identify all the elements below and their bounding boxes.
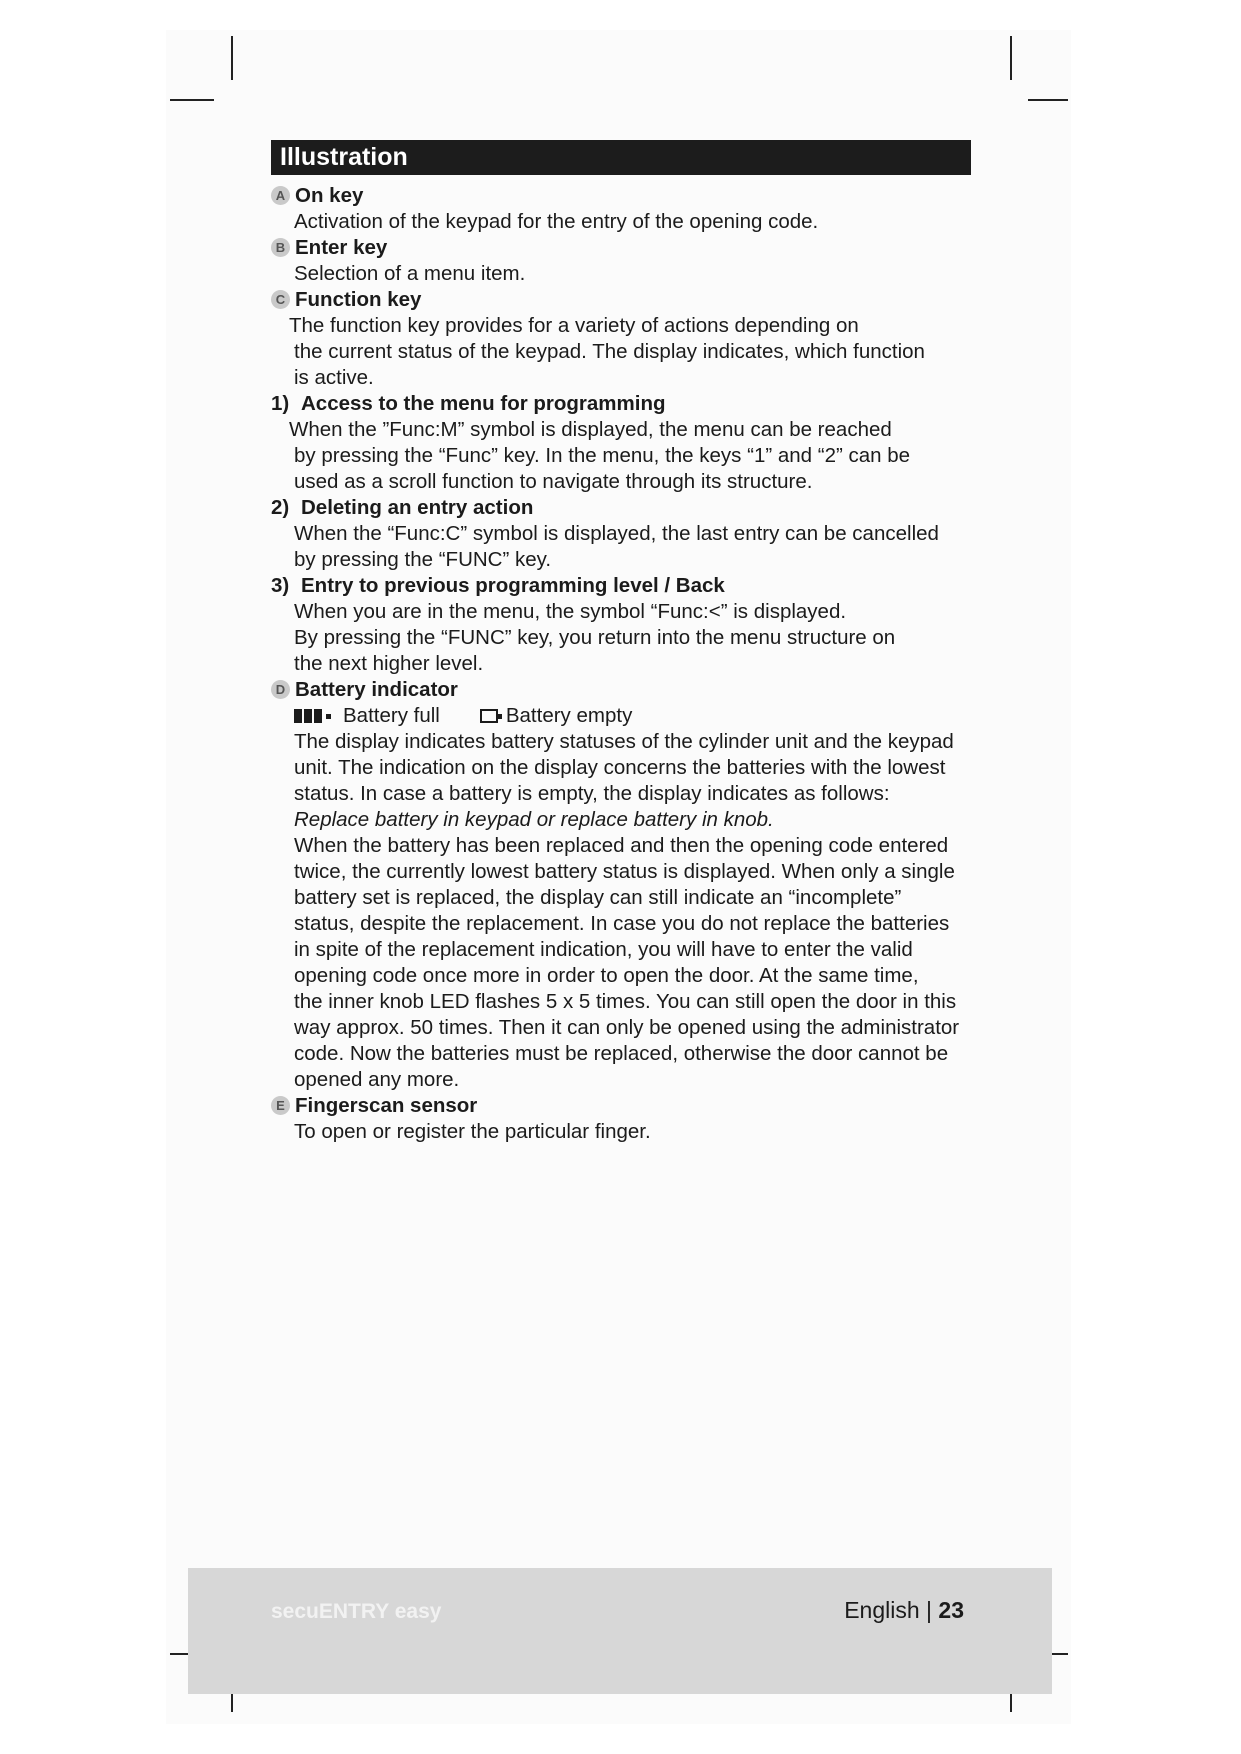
numbered-line: When the “Func:C” symbol is displayed, the last entry can be cancelled [294, 522, 939, 545]
battery-full-icon [294, 709, 331, 723]
item-number: 3) [271, 574, 290, 597]
manual-content [271, 140, 971, 1145]
battery-line: opened any more. [294, 1068, 460, 1091]
enter-key-text: Selection of a menu item. [294, 262, 526, 285]
label-a-badge: A [271, 186, 290, 205]
label-e-badge: E [271, 1096, 290, 1115]
numbered-line: When the ”Func:M” symbol is displayed, the menu can be reached [289, 418, 892, 441]
item-function-key-heading [271, 287, 971, 313]
battery-line: status. In case a battery is empty, the display indicates as follows: [294, 782, 890, 805]
battery-line: battery set is replaced, the display can still indicate an “incomplete” [294, 886, 902, 909]
battery-full-label: Battery full [343, 704, 440, 727]
page-number: 23 [938, 1597, 964, 1623]
function-key-title: Function key [295, 288, 422, 311]
crop-mark [1028, 99, 1068, 101]
battery-line: status, despite the replacement. In case you do not replace the batteries [294, 912, 950, 935]
function-key-line: The function key provides for a variety of actions depending on [289, 314, 859, 337]
battery-line: When the battery has been replaced and then the opening code entered [294, 834, 949, 857]
function-key-line: the current status of the keypad. The display indicates, which function [294, 340, 925, 363]
numbered-line: By pressing the “FUNC” key, you return into the menu structure on [294, 626, 896, 649]
language-label: English | [844, 1597, 933, 1623]
numbered-line: When you are in the menu, the symbol “Func:<” is displayed. [294, 600, 847, 623]
battery-line: code. Now the batteries must be replaced, otherwise the door cannot be [294, 1042, 949, 1065]
battery-indicator-title: Battery indicator [295, 678, 458, 701]
battery-display-message: Replace battery in keypad or replace battery in knob. [294, 808, 774, 831]
battery-legend [271, 703, 971, 729]
numbered-line: by pressing the “Func” key. In the menu, the keys “1” and “2” can be [294, 444, 911, 467]
label-b-badge: B [271, 238, 290, 257]
on-key-text: Activation of the keypad for the entry of the opening code. [294, 210, 819, 233]
product-name: secuENTRY easy [271, 1600, 442, 1623]
item-battery-indicator-heading [271, 677, 971, 703]
item-on-key-heading [271, 183, 971, 209]
function-key-line: is active. [294, 366, 374, 389]
crop-mark [231, 36, 233, 80]
fingerscan-text: To open or register the particular finger. [294, 1120, 651, 1143]
page-footer [188, 1568, 1052, 1694]
numbered-title: Entry to previous programming level / Back [301, 574, 725, 597]
numbered-title: Deleting an entry action [301, 496, 534, 519]
crop-mark [1010, 36, 1012, 80]
page-info [844, 1597, 964, 1624]
label-c-badge: C [271, 290, 290, 309]
numbered-line: used as a scroll function to navigate through its structure. [294, 470, 813, 493]
item-enter-key-heading [271, 235, 971, 261]
numbered-line: the next higher level. [294, 652, 484, 675]
item-number: 2) [271, 496, 290, 519]
crop-mark [170, 99, 214, 101]
battery-line: in spite of the replacement indication, you will have to enter the valid [294, 938, 913, 961]
numbered-heading [271, 573, 971, 599]
battery-empty-icon [480, 709, 502, 723]
numbered-heading [271, 391, 971, 417]
numbered-line: by pressing the “FUNC” key. [294, 548, 552, 571]
item-number: 1) [271, 392, 290, 415]
battery-line: unit. The indication on the display concerns the batteries with the lowest [294, 756, 946, 779]
item-fingerscan-heading [271, 1093, 971, 1119]
battery-line: way approx. 50 times. Then it can only be opened using the administrator [294, 1016, 960, 1039]
numbered-title: Access to the menu for programming [301, 392, 666, 415]
numbered-heading [271, 495, 971, 521]
section-title: Illustration [271, 140, 971, 175]
battery-line: twice, the currently lowest battery status is displayed. When only a single [294, 860, 955, 883]
battery-line: the inner knob LED flashes 5 x 5 times. You can still open the door in this [294, 990, 957, 1013]
label-d-badge: D [271, 680, 290, 699]
battery-line: opening code once more in order to open the door. At the same time, [294, 964, 919, 987]
battery-line: The display indicates battery statuses of the cylinder unit and the keypad [294, 730, 954, 753]
enter-key-title: Enter key [295, 236, 388, 259]
fingerscan-title: Fingerscan sensor [295, 1094, 478, 1117]
on-key-title: On key [295, 184, 364, 207]
battery-empty-label: Battery empty [505, 704, 633, 727]
